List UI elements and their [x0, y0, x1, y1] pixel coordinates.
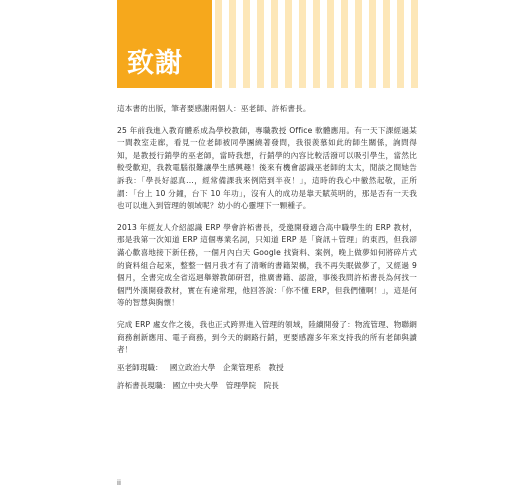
- signature-line: [117, 362, 284, 374]
- page-number: ii: [117, 479, 121, 487]
- body-text: [117, 103, 417, 366]
- page-title: 致謝: [127, 48, 183, 79]
- signature-line: [117, 380, 279, 392]
- paragraph: 這本書的出版，筆者要感謝兩個人：巫老師、許柘書長。: [117, 104, 311, 113]
- paragraph: 2013 年經友人介紹認識 ERP 學會許柘書長，受邀開發適合高中職學生的 ERP 教材，那是我第一次知道 ERP 這個專業名詞，只知道 ERP 是「資訊＋管理」的東西，但我卻滿心歡喜地接下新任務，一個月內白天 Google 找資料、案例，晚上做夢如何將碎片式的資料組合起來，整整一個月我才有了清晰的書籍架構，我不再失眠做夢了，又經過 9 個月，全書完成全省巡迴舉辦教師研習，推廣書籍、認證，事後我問許柘書長為何找一個門外漢開發教材，實在有違常理，他回答說：「你不懂 ERP，但我們懂啊！」，這是何等的智慧與胸懷！: [117, 222, 417, 308]
- signature-role: 許柘書長現職：: [117, 381, 171, 390]
- signature-role: 巫老師現職：: [117, 363, 163, 372]
- signature-affiliation: 國立政治大學 企業管理系 教授: [169, 363, 284, 372]
- signature-affiliation: 國立中央大學 管理學院 院長: [172, 381, 279, 390]
- paragraph: 25 年前我進入教育體系成為學校教師，專職教授 Office 軟體應用。有一天下課經過某一間教室走廊，看見一位老師被同學團繞著發問，我很羨慕如此的師生關係，詢問得知，是教授行銷學的巫老師，當時我想，行銷學的內容比較活潑可以吸引學生，當然比較受歡迎，我教電腦很難讓學生感興趣！後來有機會認識巫老師的太太，閒談之間她告訴我：「學長好認真...，經常備課我來例陪到半夜！」，這時的我心中徹然起敬，正所謂：「台上 10 分鐘，台下 10 年功」，沒有人的成功是靠天賦英明的，那是否有一天我也可以進入到管理的領域呢？幼小的心靈埋下一顆種子。: [117, 125, 417, 211]
- paragraph: 完成 ERP 處女作之後，我也正式跨界進入管理的領域，陸續開發了：物流管理、物聯網商務創新應用、電子商務，到今天的網路行銷，更要感謝多年來支持我的所有老師與讀者！: [117, 319, 417, 355]
